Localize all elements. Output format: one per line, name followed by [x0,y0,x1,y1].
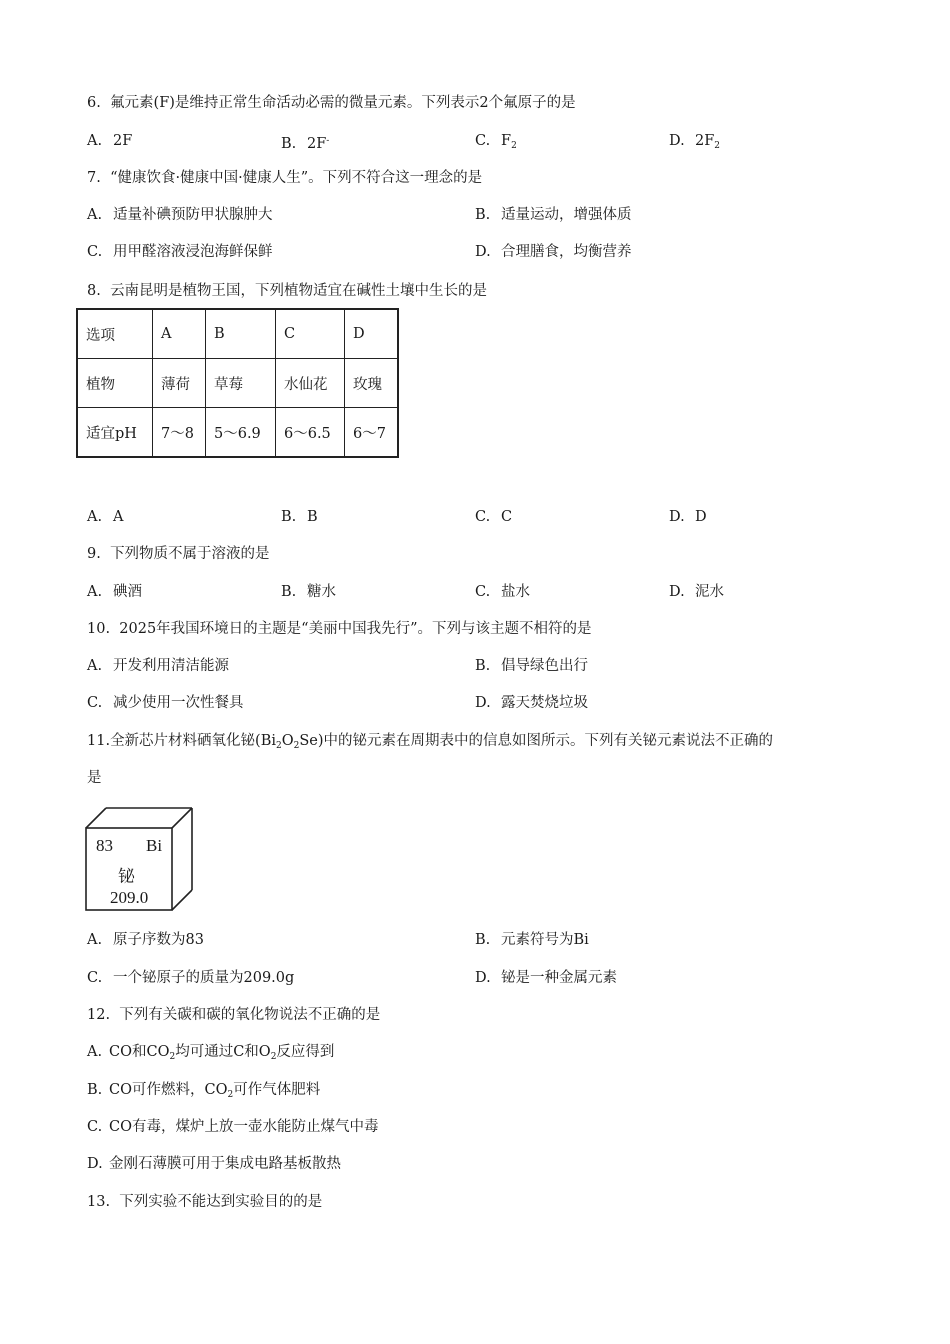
table-cell: 5～6.9 [206,408,276,458]
table-cell: C [276,309,345,359]
q11-option-b: B. 元素符号为Bi [475,932,589,948]
q9-option-c: C. 盐水 [475,584,530,600]
q11-option-d: D. 铋是一种金属元素 [475,970,617,986]
question-12-stem: 12. 下列有关碳和碳的氧化物说法不正确的是 [87,1007,381,1023]
atomic-mass: 209.0 [110,888,149,907]
question-6-stem: 6. 氟元素(F)是维持正常生命活动必需的微量元素。下列表示2个氟原子的是 [87,95,576,111]
table-cell: D [345,309,399,359]
question-13-stem: 13. 下列实验不能达到实验目的的是 [87,1194,323,1210]
element-symbol: Bi [146,836,163,855]
question-8-stem: 8. 云南昆明是植物王国，下列植物适宜在碱性土壤中生长的是 [87,283,488,299]
q7-option-b: B. 适量运动，增强体质 [475,207,632,223]
table-cell: 植物 [77,359,153,408]
question-7-stem: 7. “健康饮食·健康中国·健康人生”。下列不符合这一理念的是 [87,170,483,186]
table-row-ph [77,408,398,458]
question-11-stem: 11.全新芯片材料硒氧化铋$(Bi_2O_2Se)$中的铋元素在周期表中的信息如图所示。下列有关铋元素说法不正确的 [87,733,774,751]
atomic-number: 83 [96,836,113,855]
question-10-stem: 10. 2025年我国环境日的主题是“美丽中国我先行”。下列与该主题不相符的是 [87,621,592,637]
q10-option-c: C. 减少使用一次性餐具 [87,695,244,711]
table-cell: 6～6.5 [276,408,345,458]
q9-option-a: A. 碘酒 [87,584,142,600]
q11-option-c: C. 一个铋原子的质量为209.0g [87,970,295,986]
q9-option-b: B. 糖水 [281,584,336,600]
q11-option-a: A. 原子序数为83 [87,932,204,948]
question-9-stem: 9. 下列物质不属于溶液的是 [87,546,270,562]
table-row-plants [77,359,398,408]
table-row-header [77,309,398,359]
q8-option-d: D. D [669,509,707,525]
table-cell: 玫瑰 [345,359,399,408]
element-name: 铋 [118,867,135,887]
q8-option-c: C. C [475,509,513,525]
q10-option-a: A. 开发利用清洁能源 [87,658,229,674]
q6-option-d: D. $2F_2$ [669,133,721,151]
q7-option-d: D. 合理膳食，均衡营养 [475,244,632,260]
element-tile [84,806,194,912]
q10-option-b: B. 倡导绿色出行 [475,658,588,674]
q9-option-d: D. 泥水 [669,584,724,600]
q12-option-c: C. CO有毒，煤炉上放一壶水能防止煤气中毒 [87,1119,379,1135]
q10-option-d: D. 露天焚烧垃圾 [475,695,588,711]
table-cell: 7～8 [153,408,206,458]
table-cell: 薄荷 [153,359,206,408]
q7-option-c: C. 用甲醛溶液浸泡海鲜保鲜 [87,244,273,260]
q6-option-c: C. $F_2$ [475,133,517,151]
table-cell: A [153,309,206,359]
q6-option-a: A. 2F [87,133,133,149]
table-cell: 草莓 [206,359,276,408]
table-cell: 适宜pH [77,408,153,458]
q6-option-b: B. 2F- [281,136,330,152]
table-cell: 6～7 [345,408,399,458]
ph-table [76,308,399,458]
q12-option-a: A. CO和$CO_2$均可通过C和$O_2$反应得到 [87,1044,335,1062]
q7-option-a: A. 适量补碘预防甲状腺肿大 [87,207,273,223]
table-cell: 选项 [77,309,153,359]
q8-option-b: B. B [281,509,318,525]
question-11-stem-line2: 是 [87,770,102,786]
q12-option-b: B. CO可作燃料，$CO_2$可作气体肥料 [87,1082,321,1100]
table-cell: B [206,309,276,359]
q12-option-d: D. 金刚石薄膜可用于集成电路基板散热 [87,1156,341,1172]
q8-option-a: A. A [87,509,124,525]
table-cell: 水仙花 [276,359,345,408]
